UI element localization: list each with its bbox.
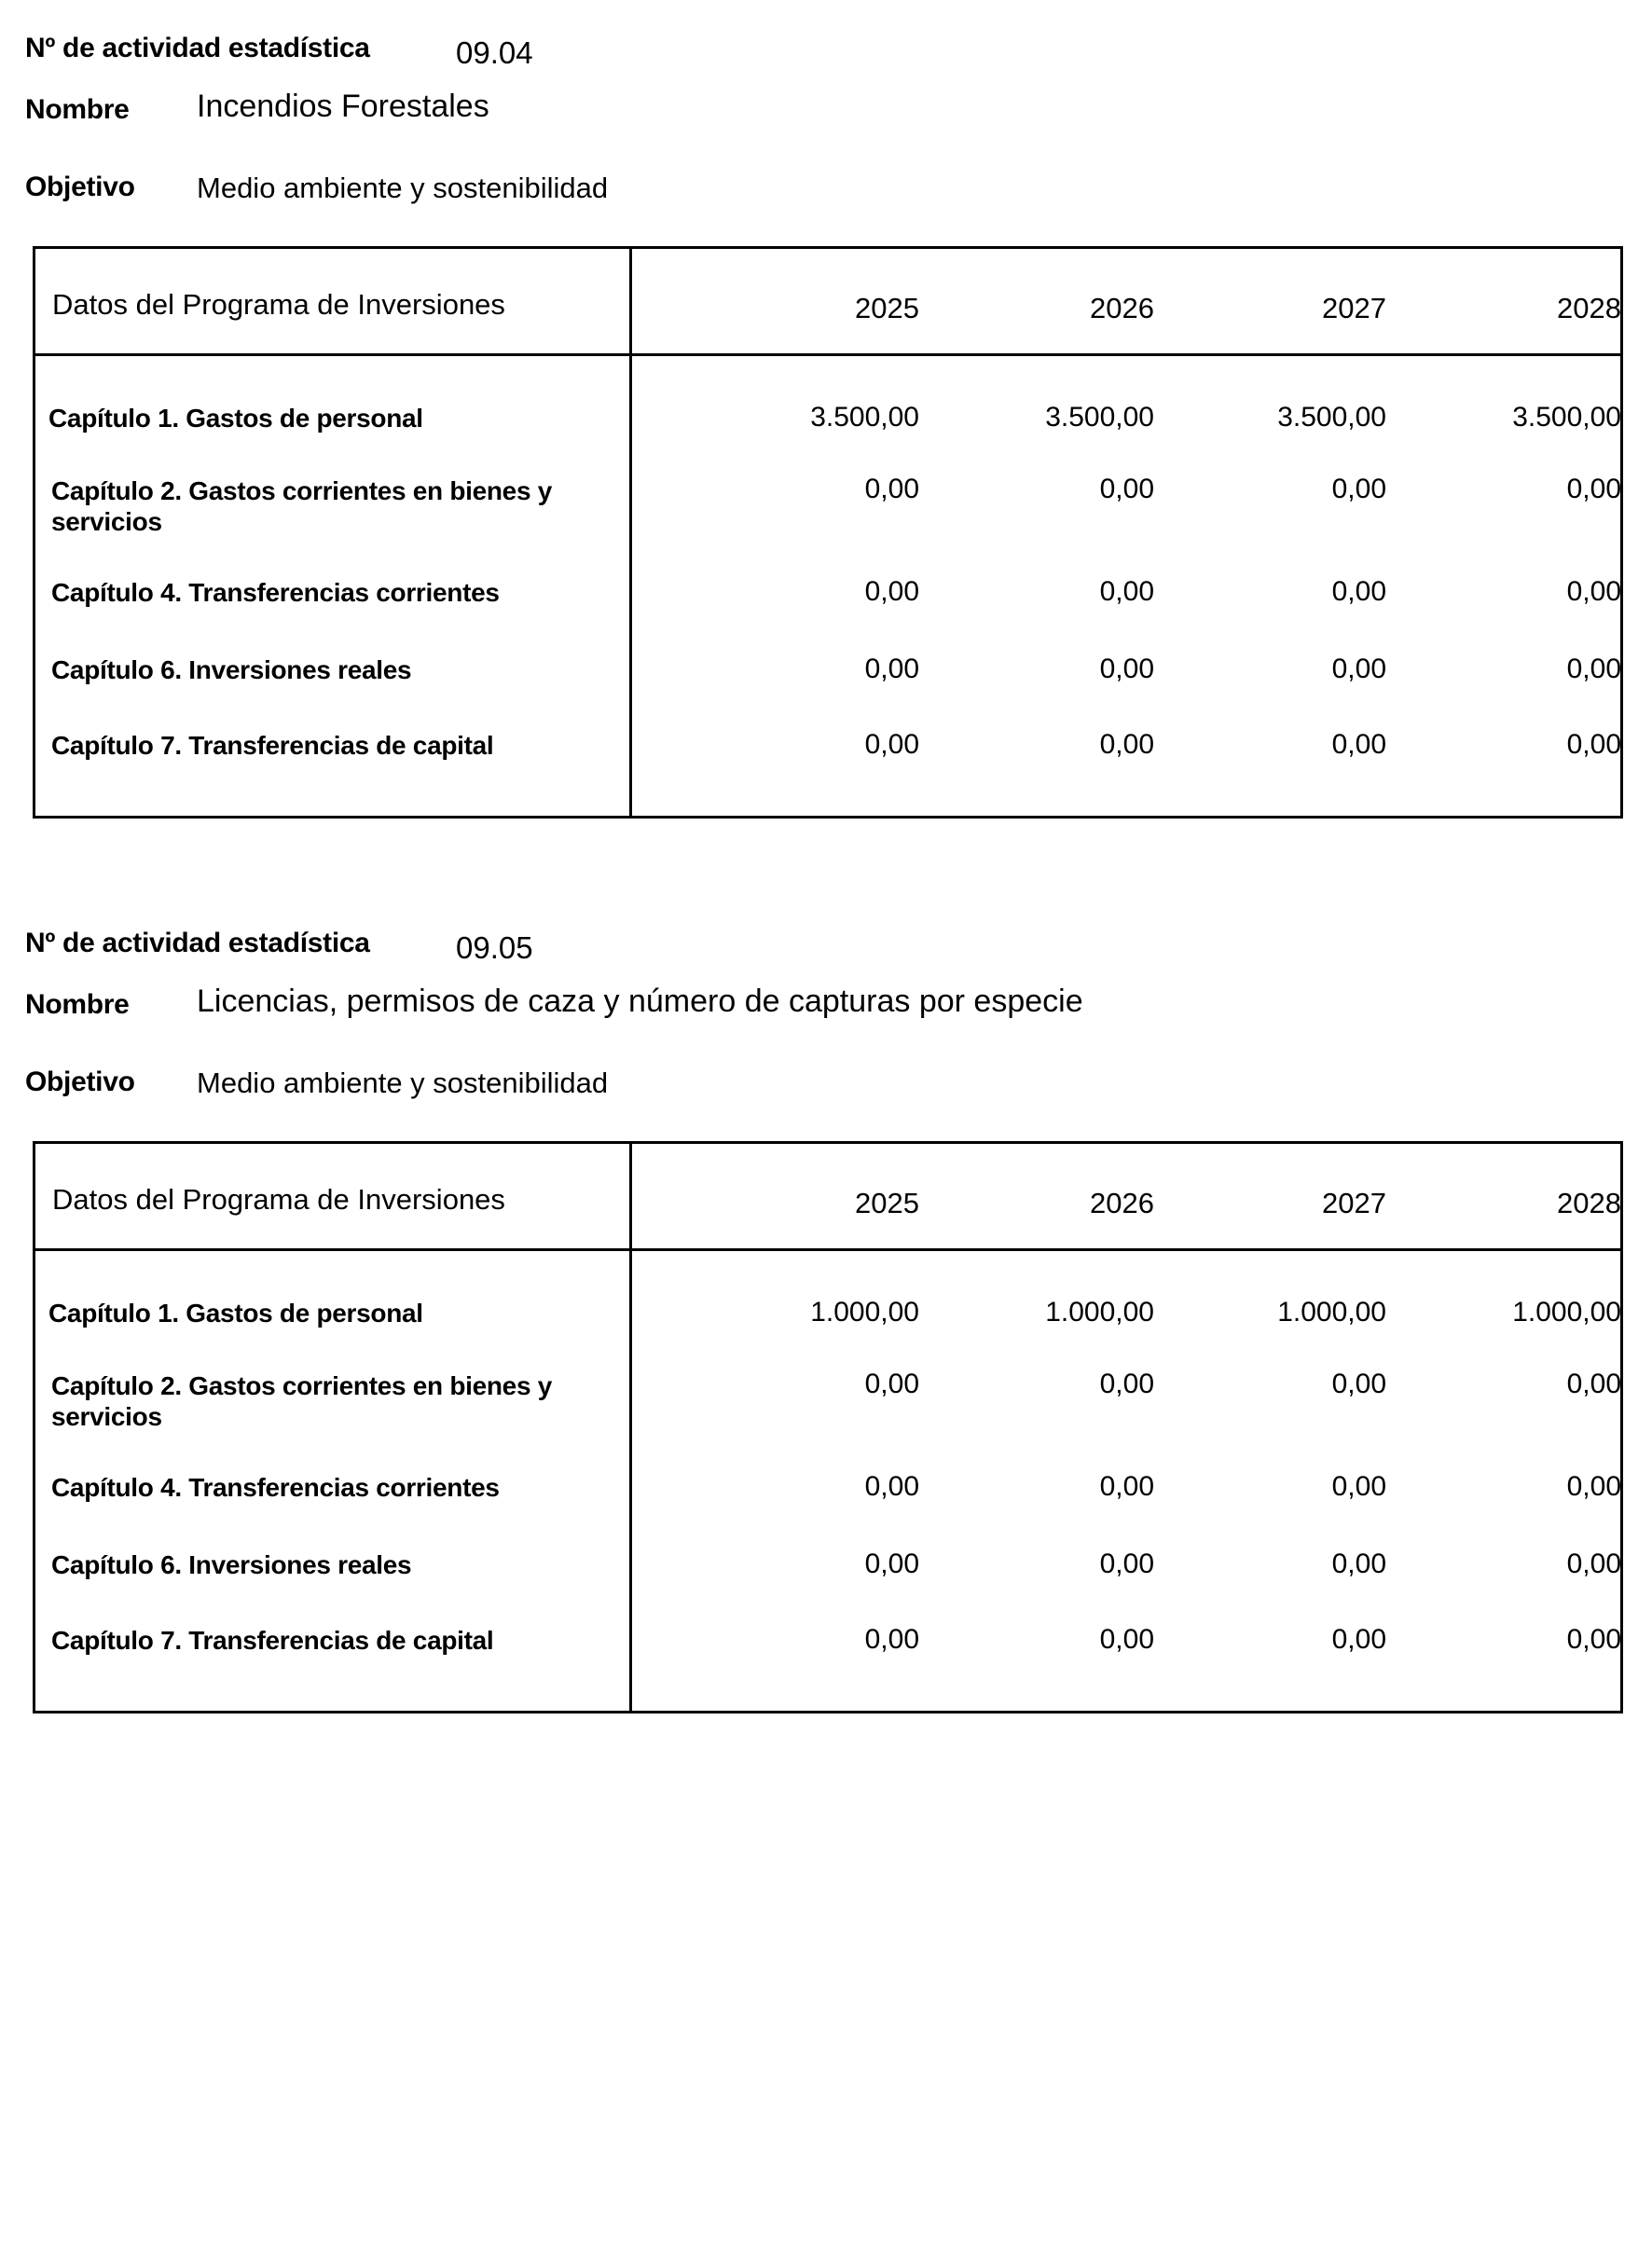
row-label: Capítulo 4. Transferencias corrientes <box>51 578 500 607</box>
year-header: 2025 <box>855 292 919 324</box>
year-header: 2025 <box>855 1187 919 1219</box>
table-cell: 0,00 <box>864 1548 919 1579</box>
table-cell: 0,00 <box>1331 474 1386 504</box>
table-divider-vertical <box>629 249 632 816</box>
investment-table <box>33 1141 1623 1713</box>
row-label: Capítulo 1. Gastos de personal <box>48 404 423 433</box>
row-label: Capítulo 1. Gastos de personal <box>48 1299 423 1328</box>
activity-objective-label: Objetivo <box>25 172 135 202</box>
table-cell: 0,00 <box>1099 1369 1154 1399</box>
table-cell: 3.500,00 <box>1045 402 1154 433</box>
table-cell: 0,00 <box>864 729 919 760</box>
table-cell: 0,00 <box>1331 1369 1386 1399</box>
table-cell: 0,00 <box>864 1369 919 1399</box>
row-label: Capítulo 6. Inversiones reales <box>51 1550 412 1579</box>
table-cell: 0,00 <box>1566 1369 1621 1399</box>
table-cell: 3.500,00 <box>810 402 919 433</box>
table-divider-horizontal <box>35 353 1620 356</box>
table-cell: 0,00 <box>1099 474 1154 504</box>
activity-number-label: Nº de actividad estadística <box>25 928 370 958</box>
row-label: Capítulo 6. Inversiones reales <box>51 655 412 684</box>
activity-number: 09.05 <box>456 930 533 965</box>
table-cell: 0,00 <box>1331 576 1386 607</box>
activity-objective: Medio ambiente y sostenibilidad <box>197 1067 609 1099</box>
investment-table <box>33 246 1623 819</box>
year-header: 2027 <box>1322 292 1386 324</box>
row-label: Capítulo 7. Transferencias de capital <box>51 1626 494 1655</box>
table-cell: 0,00 <box>1331 1548 1386 1579</box>
table-cell: 0,00 <box>1566 576 1621 607</box>
table-cell: 3.500,00 <box>1277 402 1386 433</box>
activity-name: Incendios Forestales <box>197 89 489 124</box>
year-header: 2028 <box>1557 1187 1621 1219</box>
table-title: Datos del Programa de Inversiones <box>52 288 505 321</box>
table-cell: 0,00 <box>1099 1548 1154 1579</box>
table-cell: 0,00 <box>864 474 919 504</box>
table-cell: 1.000,00 <box>1512 1297 1621 1328</box>
activity-name: Licencias, permisos de caza y número de capturas por especie <box>197 984 1083 1019</box>
table-cell: 0,00 <box>1099 1471 1154 1502</box>
table-cell: 0,00 <box>864 576 919 607</box>
table-cell: 0,00 <box>1099 729 1154 760</box>
table-cell: 3.500,00 <box>1512 402 1621 433</box>
table-cell: 0,00 <box>1099 576 1154 607</box>
table-cell: 1.000,00 <box>810 1297 919 1328</box>
activity-objective: Medio ambiente y sostenibilidad <box>197 172 609 204</box>
activity-name-label: Nombre <box>25 989 130 1020</box>
table-cell: 0,00 <box>864 1471 919 1502</box>
table-cell: 0,00 <box>1566 1548 1621 1579</box>
year-header: 2027 <box>1322 1187 1386 1219</box>
table-cell: 0,00 <box>1099 1624 1154 1655</box>
row-label: Capítulo 7. Transferencias de capital <box>51 731 494 760</box>
table-cell: 0,00 <box>1099 654 1154 684</box>
table-title: Datos del Programa de Inversiones <box>52 1183 505 1216</box>
table-cell: 0,00 <box>1331 729 1386 760</box>
activity-name-label: Nombre <box>25 94 130 125</box>
row-label: Capítulo 4. Transferencias corrientes <box>51 1473 500 1502</box>
table-cell: 0,00 <box>1331 1471 1386 1502</box>
table-cell: 0,00 <box>1566 1471 1621 1502</box>
table-cell: 0,00 <box>1566 474 1621 504</box>
row-label: Capítulo 2. Gastos corrientes en bienes y servicios <box>51 476 552 536</box>
year-header: 2026 <box>1090 1187 1154 1219</box>
table-cell: 0,00 <box>1566 1624 1621 1655</box>
table-cell: 0,00 <box>1566 654 1621 684</box>
activity-number-label: Nº de actividad estadística <box>25 33 370 63</box>
table-divider-vertical <box>629 1144 632 1711</box>
table-divider-horizontal <box>35 1248 1620 1251</box>
table-cell: 0,00 <box>864 654 919 684</box>
table-cell: 0,00 <box>1566 729 1621 760</box>
table-cell: 0,00 <box>1331 654 1386 684</box>
table-cell: 1.000,00 <box>1277 1297 1386 1328</box>
year-header: 2026 <box>1090 292 1154 324</box>
table-cell: 0,00 <box>864 1624 919 1655</box>
row-label: Capítulo 2. Gastos corrientes en bienes y servicios <box>51 1371 552 1431</box>
year-header: 2028 <box>1557 292 1621 324</box>
activity-objective-label: Objetivo <box>25 1067 135 1097</box>
table-cell: 0,00 <box>1331 1624 1386 1655</box>
activity-number: 09.04 <box>456 35 533 70</box>
table-cell: 1.000,00 <box>1045 1297 1154 1328</box>
activity-block <box>0 0 1652 839</box>
activity-block <box>0 895 1652 1734</box>
